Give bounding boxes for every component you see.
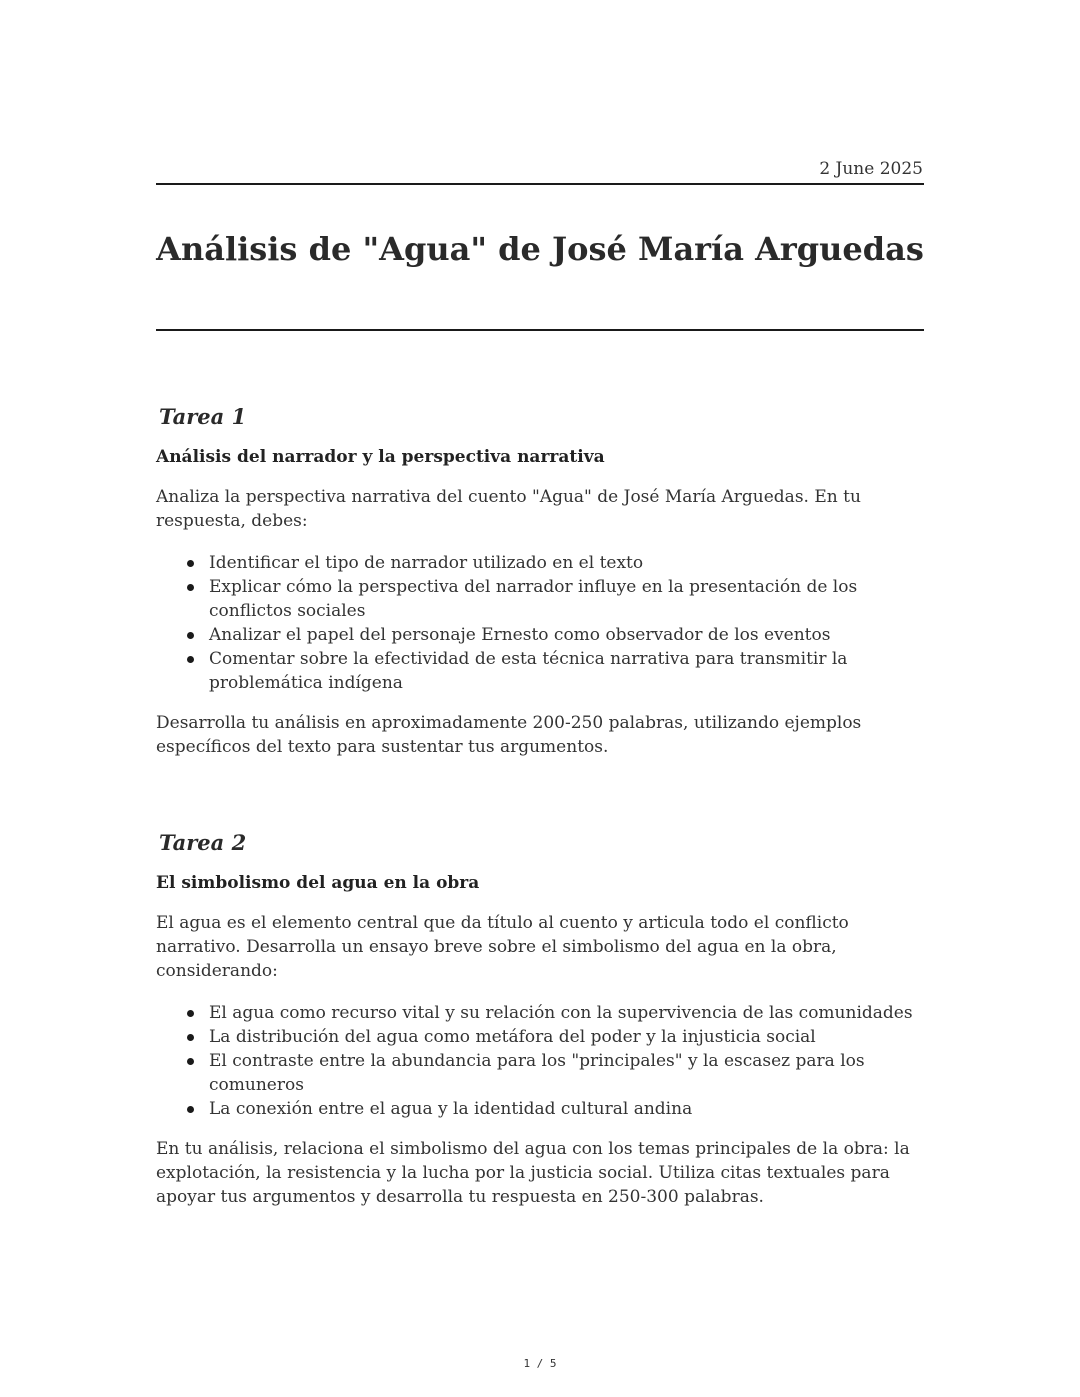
bullet-icon (187, 1034, 194, 1041)
task-1-section (156, 401, 924, 759)
task-2-heading: Tarea 2 (159, 830, 247, 855)
task-1-closing: Desarrolla tu análisis en aproximadamente 200-250 palabras, utilizando ejemplos específicos del texto para sustentar tus argumentos. (156, 713, 862, 757)
list-item (209, 647, 924, 695)
task-1-subheading: Análisis del narrador y la perspectiva narrativa (156, 447, 605, 467)
list-item (209, 623, 924, 647)
document-date: 2 June 2025 (819, 159, 923, 179)
task-1-heading: Tarea 1 (159, 404, 247, 429)
task-2-subheading: El simbolismo del agua en la obra (156, 873, 480, 893)
task-1-intro: Analiza la perspectiva narrativa del cuento "Agua" de José María Arguedas. En tu respuesta, debes: (156, 487, 861, 531)
title-divider (156, 329, 924, 331)
bullet-icon (187, 560, 194, 567)
list-item (209, 1049, 924, 1097)
bullet-icon (187, 656, 194, 663)
list-item-text: La conexión entre el agua y la identidad cultural andina (209, 1099, 693, 1119)
list-item-text: Explicar cómo la perspectiva del narrador influye en la presentación de los conflictos sociales (209, 577, 858, 621)
task-1-bullet-list (156, 551, 924, 695)
task-2-section (156, 827, 924, 1209)
bullet-icon (187, 1106, 194, 1113)
list-item (209, 1001, 924, 1025)
bullet-icon (187, 1058, 194, 1065)
list-item (209, 1097, 924, 1121)
list-item-text: La distribución del agua como metáfora del poder y la injusticia social (209, 1027, 816, 1047)
bullet-icon (187, 1010, 194, 1017)
bullet-icon (187, 584, 194, 591)
list-item-text: Comentar sobre la efectividad de esta técnica narrativa para transmitir la problemática indígena (209, 649, 848, 693)
list-item-text: Analizar el papel del personaje Ernesto como observador de los eventos (209, 625, 831, 645)
task-2-bullet-list (156, 1001, 924, 1121)
bullet-icon (187, 632, 194, 639)
document-title: Análisis de "Agua" de José María Arguedas (156, 230, 924, 268)
header-divider (156, 183, 924, 185)
list-item-text: El contraste entre la abundancia para los "principales" y la escasez para los comuneros (209, 1051, 865, 1095)
list-item-text: Identificar el tipo de narrador utilizado en el texto (209, 553, 644, 573)
task-2-intro: El agua es el elemento central que da título al cuento y articula todo el conflicto narrativo. Desarrolla un ensayo breve sobre el simbolismo del agua en la obra, considerando: (156, 913, 849, 981)
list-item (209, 575, 924, 623)
task-2-closing: En tu análisis, relaciona el simbolismo del agua con los temas principales de la obra: la explotación, la resistencia y la lucha por la justicia social. Utiliza citas textuales para apoyar tus argumentos y desarrolla tu respuesta en 250-300 palabras. (156, 1139, 910, 1207)
list-item-text: El agua como recurso vital y su relación con la supervivencia de las comunidades (209, 1003, 913, 1023)
list-item (209, 1025, 924, 1049)
list-item (209, 551, 924, 575)
page-number: 1 / 5 (523, 1357, 557, 1370)
